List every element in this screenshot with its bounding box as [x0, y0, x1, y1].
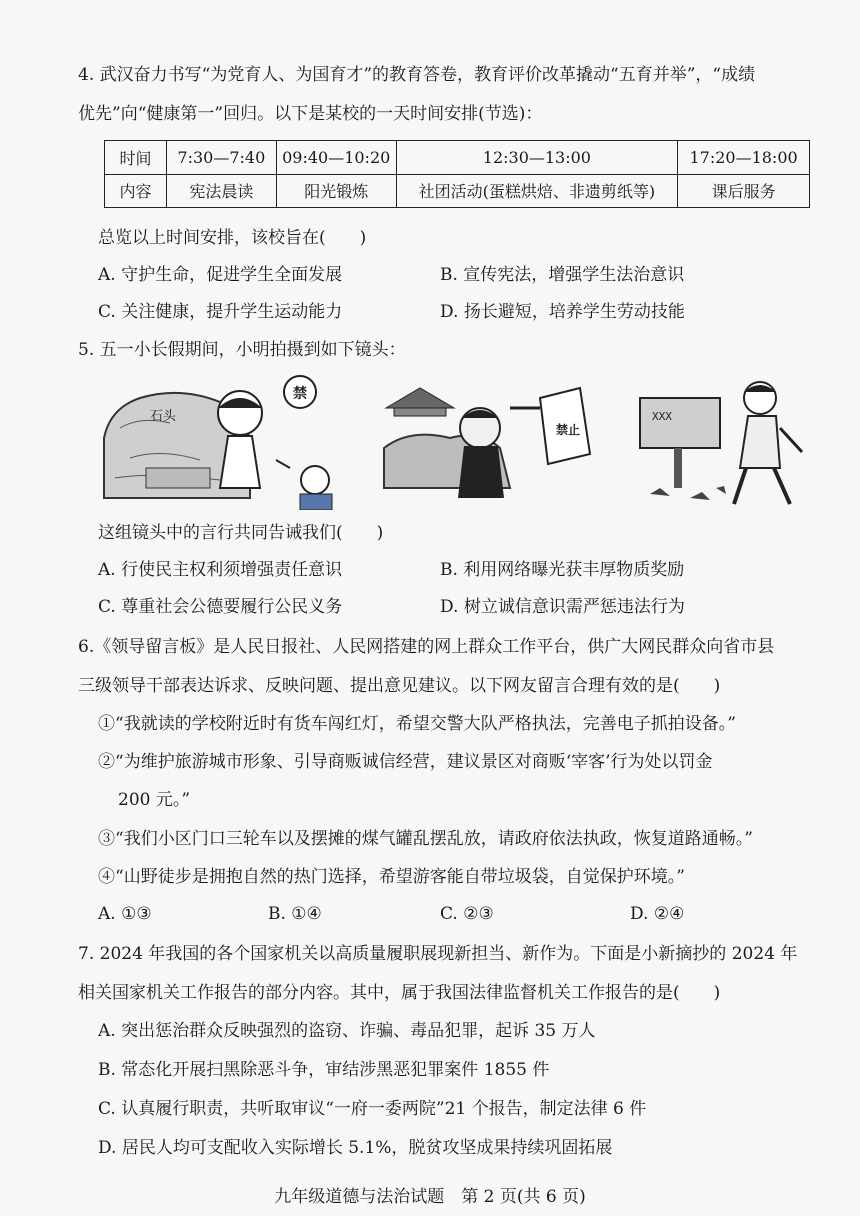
q4-option-c: C. 关注健康，提升学生运动能力 [98, 302, 343, 322]
q4-options-row2 [98, 299, 820, 325]
q4-options-row1 [98, 262, 820, 288]
q6-item1: ①“我就读的学校附近时有货车闯红灯，希望交警大队严格执法，完善电子抓拍设备。” [98, 714, 736, 734]
q7-line2: 相关国家机关工作报告的部分内容。其中，属于我国法律监督机关工作报告的是( ) [78, 983, 721, 1003]
q6-option-b: B. ①④ [268, 904, 322, 924]
q6-line1: 6.《领导留言板》是人民日报社、人民网搭建的网上群众工作平台，供广大网民群众向省市县 [78, 637, 775, 657]
q6-item2-cont: 200 元。” [118, 790, 191, 810]
cartoon-flower-picking [100, 368, 340, 510]
q6-item2: ②“为维护旅游城市形象、引导商贩诚信经营，建议景区对商贩‘宰客’行为处以罚金 [98, 752, 713, 772]
ban-sign-label: 禁止 [556, 423, 581, 437]
schedule-table [104, 140, 810, 208]
q4-option-b: B. 宣传宪法，增强学生法治意识 [440, 265, 685, 285]
q6-option-d: D. ②④ [630, 904, 685, 924]
q5-options-row2 [98, 594, 820, 620]
q7-option-d: D. 居民人均可支配收入实际增长 5.1%，脱贫攻坚成果持续巩固拓展 [98, 1138, 613, 1158]
table-cell: 7:30—7:40 [166, 141, 276, 175]
table-cell: 09:40—10:20 [276, 141, 396, 175]
ban-bubble-label: 禁 [293, 386, 307, 402]
table-cell: 12:30—13:00 [396, 141, 678, 175]
page-footer: 九年级道德与法治试题 第 2 页(共 6 页) [274, 1187, 586, 1207]
q5-option-b: B. 利用网络曝光获丰厚物质奖励 [440, 560, 685, 580]
cartoon-ban-sign [380, 368, 595, 510]
q6-item4: ④“山野徒步是拥抱自然的热门选择，希望游客能自带垃圾袋，自觉保护环境。” [98, 867, 685, 887]
q4-option-a: A. 守护生命，促进学生全面发展 [98, 265, 343, 285]
table-cell: 内容 [105, 174, 167, 208]
table-cell: 宪法晨读 [166, 174, 276, 208]
q6-option-c: C. ②③ [440, 904, 494, 924]
q4-stem: 总览以上时间安排，该校旨在( ) [98, 228, 367, 248]
q5-line1: 5. 五一小长假期间，小明拍摄到如下镜头： [78, 340, 406, 360]
table-row [105, 174, 810, 208]
q5-option-d: D. 树立诚信意识需严惩违法行为 [440, 597, 685, 617]
q4-option-d: D. 扬长避短，培养学生劳动技能 [440, 302, 685, 322]
q7-line1: 7. 2024 年我国的各个国家机关以高质量履职展现新担当、新作为。下面是小新摘抄的 2024 年 [78, 944, 798, 964]
q5-stem: 这组镜头中的言行共同告诫我们( ) [98, 523, 384, 543]
cartoon-littering [630, 368, 818, 510]
board-label: XXX [652, 410, 672, 423]
q4-line2: 优先”向“健康第一”回归。以下是某校的一天时间安排(节选)： [78, 104, 543, 124]
table-cell: 时间 [105, 141, 167, 175]
q4-line1: 4. 武汉奋力书写“为党育人、为国育才”的教育答卷，教育评价改革撬动“五育并举”，“成绩 [78, 65, 756, 85]
rock-label: 石头 [150, 409, 177, 424]
q5-options-row1 [98, 557, 820, 583]
q6-option-a: A. ①③ [98, 904, 152, 924]
q7-option-a: A. 突出惩治群众反映强烈的盗窃、诈骗、毒品犯罪，起诉 35 万人 [98, 1021, 596, 1041]
table-cell: 社团活动(蛋糕烘焙、非遗剪纸等) [396, 174, 678, 208]
q7-option-c: C. 认真履行职责，共听取审议“一府一委两院”21 个报告，制定法律 6 件 [98, 1099, 647, 1119]
table-row [105, 141, 810, 175]
table-cell: 阳光锻炼 [276, 174, 396, 208]
table-cell: 17:20—18:00 [678, 141, 810, 175]
q6-item3: ③“我们小区门口三轮车以及摆摊的煤气罐乱摆乱放，请政府依法执政，恢复道路通畅。” [98, 829, 753, 849]
q5-option-c: C. 尊重社会公德要履行公民义务 [98, 597, 343, 617]
cartoon-strip [100, 368, 818, 510]
q7-option-b: B. 常态化开展扫黑除恶斗争，审结涉黑恶犯罪案件 1855 件 [98, 1060, 550, 1080]
q6-line2: 三级领导干部表达诉求、反映问题、提出意见建议。以下网友留言合理有效的是( ) [78, 676, 721, 696]
q5-option-a: A. 行使民主权利须增强责任意识 [98, 560, 343, 580]
table-cell: 课后服务 [678, 174, 810, 208]
q6-options-row [98, 901, 820, 927]
